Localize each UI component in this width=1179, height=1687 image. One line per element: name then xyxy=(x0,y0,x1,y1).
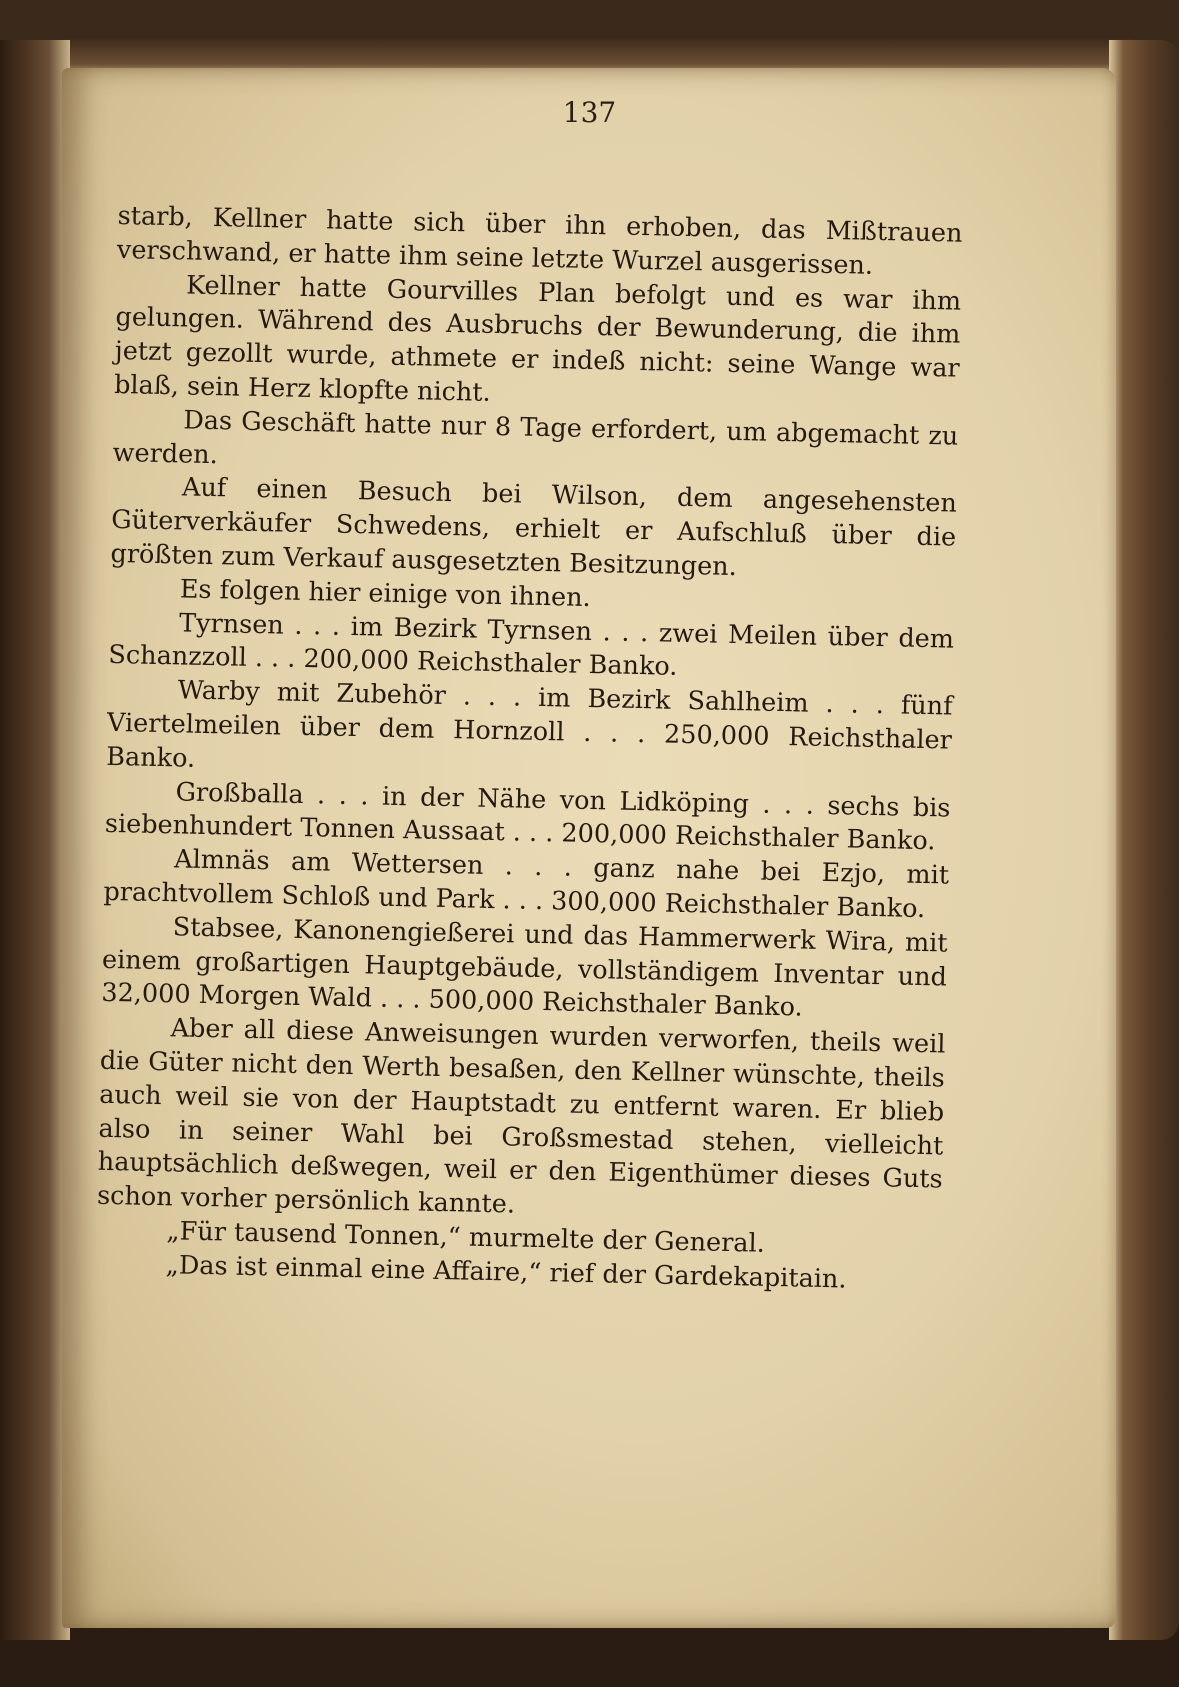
estate-listing: Großballa . . . in der Nähe von Lidköping . . . sechs bis siebenhundert Tonnen Aussaat . . . 200,000 Reichsthaler Banko. xyxy=(104,776,951,857)
dialogue-line: „Für tausend Tonnen,“ murmelte der General. xyxy=(166,1216,766,1259)
estate-listing: Stabsee, Kanonengießerei und das Hammerwerk Wira, mit einem großartigen Hauptgebäude, vollständigem Inventar und 32,000 Morgen Wald . . . 500,000 Reichsthaler Banko. xyxy=(101,912,948,1023)
book-cover-edge xyxy=(1109,40,1179,1640)
page-number: 137 xyxy=(562,96,617,129)
book-binding xyxy=(0,40,70,1640)
paragraph: Kellner hatte Gourvilles Plan befolgt und es war ihm gelungen. Während des Ausbruchs der Bewunderung, die ihm jetzt gezollt wurde, athmete er indeß nicht: seine Wange war blaß, sein Herz klopfte nicht. xyxy=(113,270,962,408)
paragraph: Es folgen hier einige von ihnen. xyxy=(179,574,592,613)
estate-listing: Tyrnsen . . . im Bezirk Tyrnsen . . . zwei Meilen über dem Schanzzoll . . . 200,000 Reichsthaler Banko. xyxy=(108,607,955,683)
estate-listing: Almnäs am Wettersen . . . ganz nahe bei Ezjo, mit prachtvollem Schloß und Park . . . 300,000 Reichsthaler Banko. xyxy=(103,844,950,924)
paragraph: Aber all diese Anweisungen wurden verworfen, theils weil die Güter nicht den Werth besaßen, den Kellner wünschte, theils auch weil sie von der Hauptstadt zu entfernt waren. Er blieb also in seiner Wahl bei Großsmestad stehen, vielleicht hauptsächlich deßwegen, weil er den Eigenthümer dieses Guts schon vorher persönlich kannte. xyxy=(96,1013,946,1220)
estate-listing: Warby mit Zubehör . . . im Bezirk Sahlheim . . . fünf Viertelmeilen über dem Hornzoll . . . 250,000 Reichsthaler Banko. xyxy=(106,675,953,774)
paragraph: starb, Kellner hatte sich über ihn erhoben, das Mißtrauen verschwand, er hatte ihm seine letzte Wurzel ausgerissen. xyxy=(116,200,963,281)
dialogue-line: „Das ist einmal eine Affaire,“ rief der Gardekapitain. xyxy=(165,1249,847,1295)
paragraph: Das Geschäft hatte nur 8 Tage erfordert, um abgemacht zu werden. xyxy=(112,405,959,470)
paragraph: Auf einen Besuch bei Wilson, dem angesehensten Güterverkäufer Schwedens, erhielt er Aufschluß über die größten zum Verkauf ausgesetzten Besitzungen. xyxy=(110,472,958,583)
page-body-text xyxy=(95,200,962,1299)
